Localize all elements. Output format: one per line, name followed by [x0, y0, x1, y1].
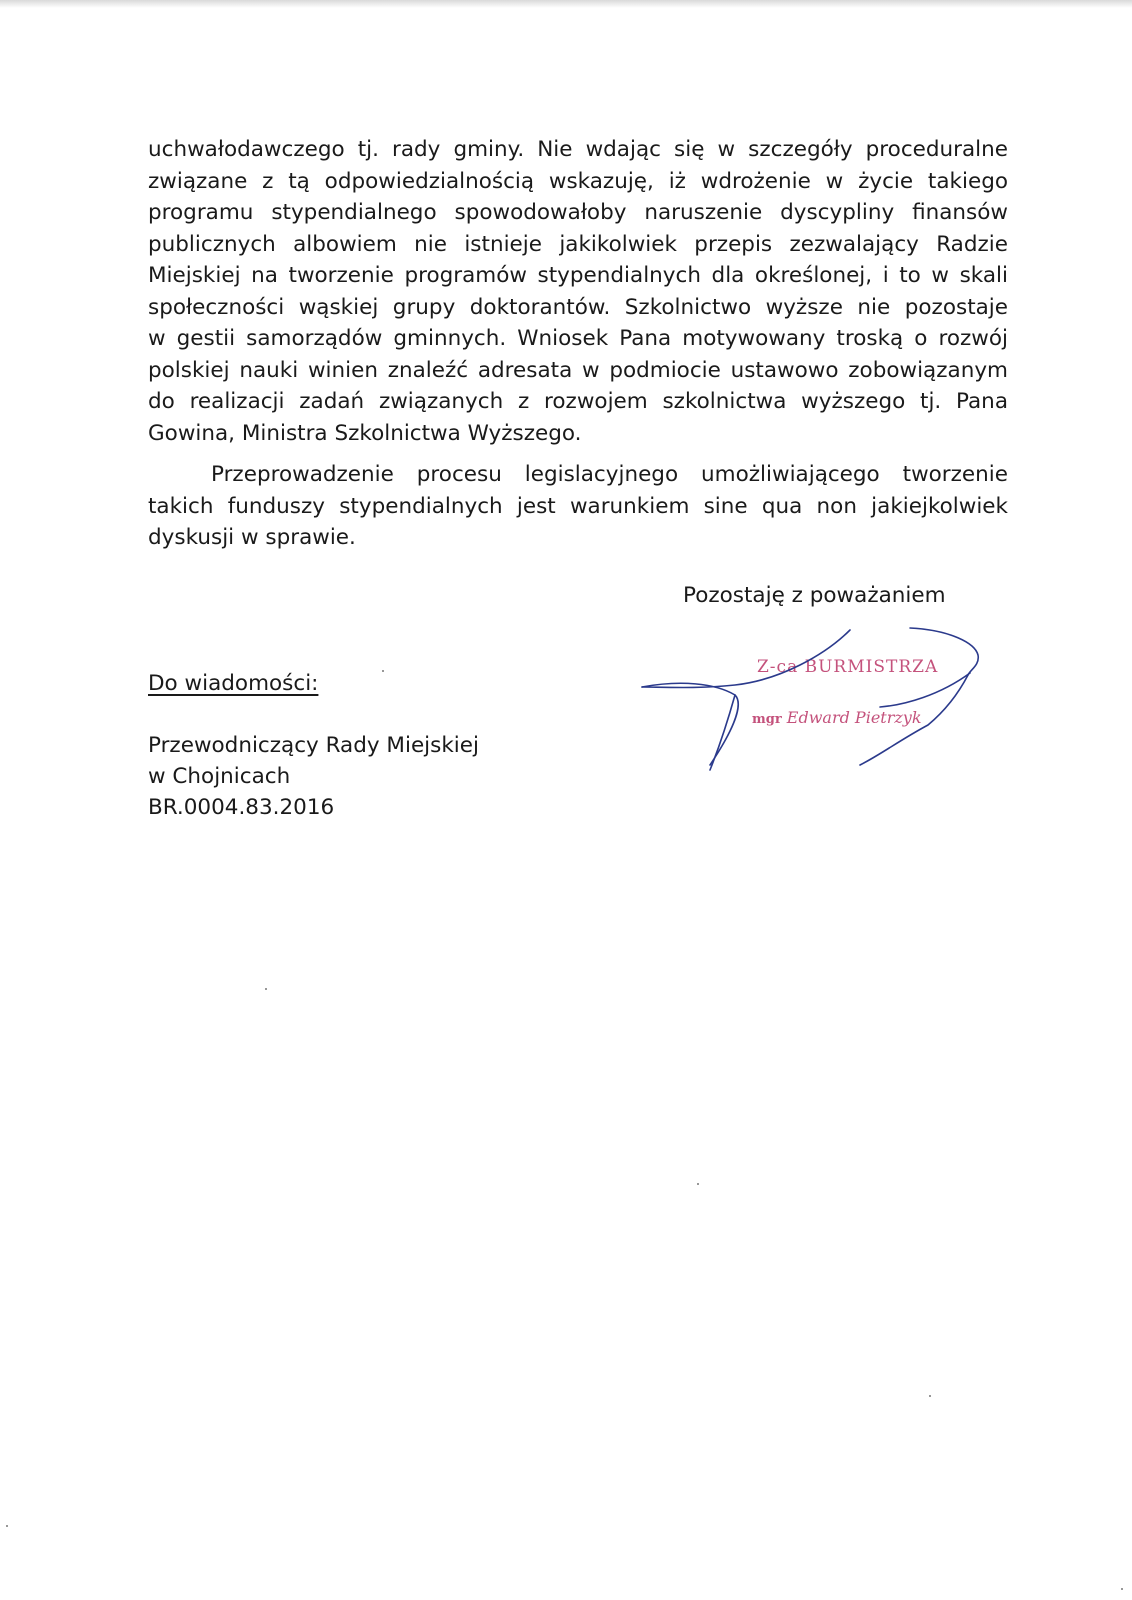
letter-body [148, 134, 1008, 554]
signature-stroke [880, 673, 970, 707]
scan-speck [382, 670, 384, 672]
scan-speck [1121, 1588, 1123, 1590]
scan-speck [6, 1525, 8, 1527]
scan-speck [265, 988, 267, 990]
body-line: uchwałodawczego tj. rady gminy. Nie wdając się w szczegóły proceduralne [148, 137, 1008, 162]
body-line: takich funduszy stypendialnych jest warunkiem sine qua non jakiejkolwiek [148, 493, 1008, 519]
handwritten-signature [640, 625, 1010, 795]
body-line: do realizacji zadań związanych z rozwojem szkolnictwa wyższego tj. Pana [148, 389, 1008, 414]
stamp-title: Z-ca BURMISTRZA [757, 657, 939, 677]
signature-stroke [642, 683, 738, 765]
body-line: Przeprowadzenie procesu legislacyjnego umożliwiającego tworzenie [211, 462, 1008, 487]
signature-stroke [910, 628, 978, 675]
body-line: dyskusji w sprawie. [148, 525, 356, 550]
body-line: w gestii samorządów gminnych. Wniosek Pana motywowany troską o rozwój [148, 326, 1008, 351]
body-line: związane z tą odpowiedzialnością wskazuję, iż wdrożenie w życie takiego [148, 168, 1008, 194]
cc-line: w Chojnicach [148, 764, 291, 789]
stamp-name-prefix: mgr [752, 712, 782, 727]
signature-stroke [860, 675, 968, 765]
signature-stroke [710, 695, 735, 770]
scan-top-edge [0, 0, 1132, 8]
body-line: programu stypendialnego spowodowałoby naruszenie dyscypliny finansów [148, 200, 1008, 225]
cc-line: Przewodniczący Rady Miejskiej [148, 733, 479, 758]
body-line: publicznych albowiem nie istnieje jakikolwiek przepis zezwalający Radzie [148, 231, 1008, 257]
cc-heading: Do wiadomości: [148, 671, 319, 696]
scan-speck [697, 1183, 699, 1185]
body-line: Gowina, Ministra Szkolnictwa Wyższego. [148, 420, 582, 446]
cc-line: BR.0004.83.2016 [148, 795, 335, 820]
body-line: Miejskiej na tworzenie programów stypendialnych dla określonej, i to w skali [148, 263, 1008, 288]
closing-salutation: Pozostaję z poważaniem [683, 583, 946, 608]
body-line: społeczności wąskiej grupy doktorantów. Szkolnictwo wyższe nie pozostaje [148, 294, 1008, 320]
body-line: polskiej nauki winien znaleźć adresata w podmiocie ustawowo zobowiązanym [148, 357, 1008, 383]
paragraph-2 [148, 459, 1008, 554]
scan-speck [929, 1395, 931, 1397]
paragraph-1 [148, 134, 1008, 449]
stamp-name-text: Edward Pietrzyk [786, 708, 922, 727]
signature-stroke [642, 630, 850, 688]
cc-recipients [148, 730, 479, 823]
